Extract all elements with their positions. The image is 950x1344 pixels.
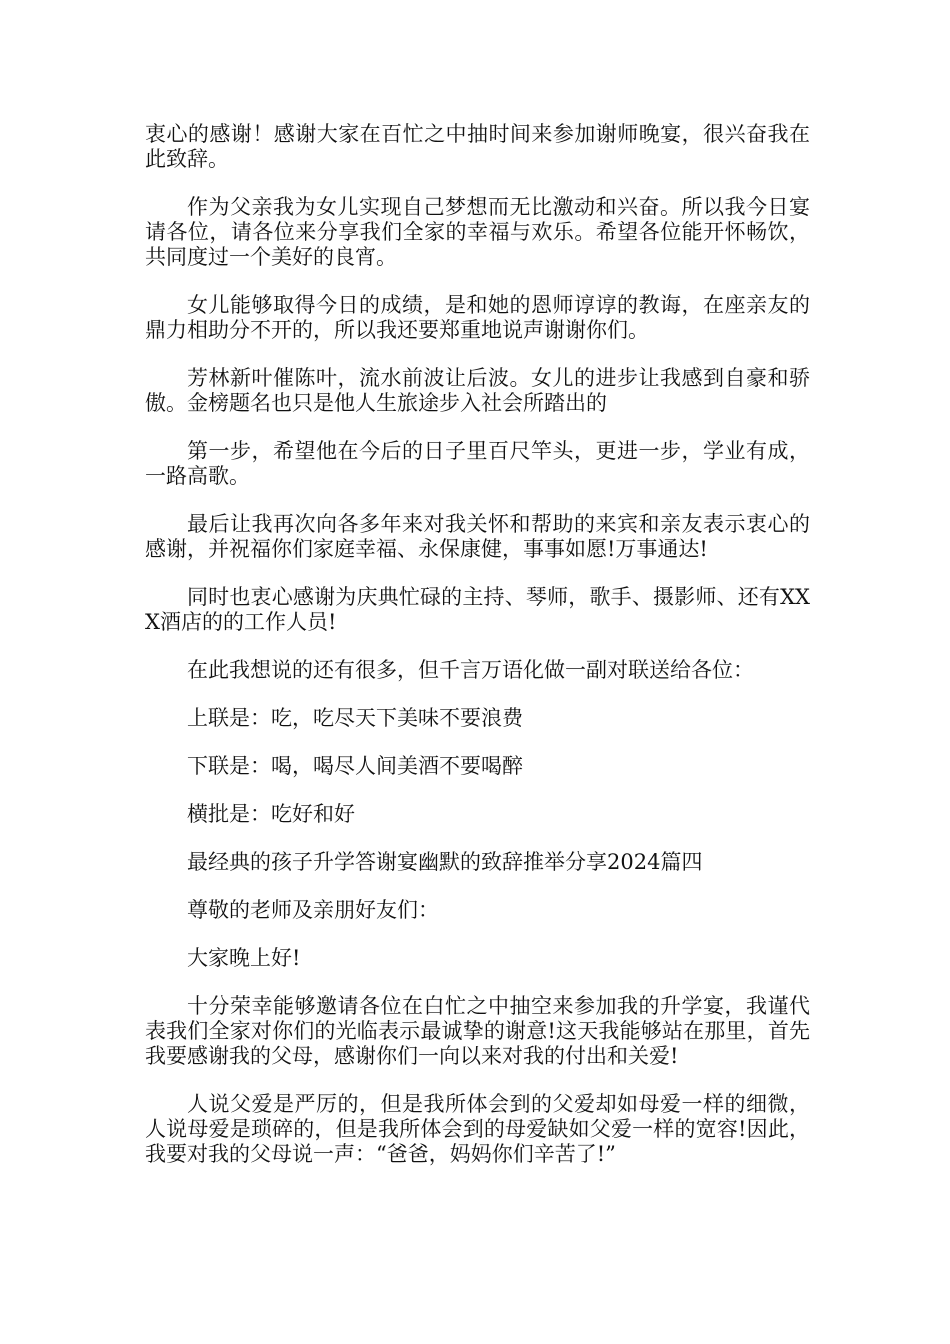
paragraph: 最后让我再次向各多年来对我关怀和帮助的来宾和亲友表示衷心的感谢，并祝福你们家庭幸福、永保康健，事事如愿!万事通达! (145, 512, 810, 561)
paragraph: 在此我想说的还有很多，但千言万语化做一副对联送给各位： (187, 658, 754, 682)
section-heading: 最经典的孩子升学答谢宴幽默的致辞推举分享2024篇四 (187, 850, 703, 874)
paragraph: 同时也衷心感谢为庆典忙碌的主持、琴师，歌手、摄影师、还有XXX酒店的的工作人员! (145, 585, 810, 634)
paragraph: 第一步，希望他在今后的日子里百尺竿头，更进一步，学业有成，一路高歌。 (145, 439, 810, 488)
couplet-upper-line: 上联是：吃，吃尽天下美味不要浪费 (187, 706, 523, 730)
paragraph: 衷心的感谢！感谢大家在百忙之中抽时间来参加谢师晚宴，很兴奋我在此致辞。 (145, 122, 810, 171)
salutation: 尊敬的老师及亲朋好友们： (187, 898, 439, 922)
greeting: 大家晚上好! (187, 946, 301, 970)
paragraph: 芳林新叶催陈叶，流水前波让后波。女儿的进步让我感到自豪和骄傲。金榜题名也只是他人生旅途步入社会所踏出的 (145, 366, 810, 415)
paragraph: 人说父爱是严厉的，但是我所体会到的父爱却如母爱一样的细微，人说母爱是琐碎的，但是我所体会到的母爱缺如父爱一样的宽容!因此，我要对我的父母说一声：“爸爸，妈妈你们辛苦了!” (145, 1092, 810, 1166)
document-body (145, 122, 810, 1190)
paragraph: 作为父亲我为女儿实现自己梦想而无比激动和兴奋。所以我今日宴请各位，请各位来分享我们全家的幸福与欢乐。希望各位能开怀畅饮，共同度过一个美好的良宵。 (145, 195, 810, 269)
paragraph: 十分荣幸能够邀请各位在白忙之中抽空来参加我的升学宴，我谨代表我们全家对你们的光临表示最诚挚的谢意!这天我能够站在那里，首先我要感谢我的父母，感谢你们一向以来对我的付出和关爱! (145, 994, 810, 1068)
couplet-horizontal-scroll: 横批是：吃好和好 (187, 802, 355, 826)
paragraph: 女儿能够取得今日的成绩，是和她的恩师谆谆的教诲，在座亲友的鼎力相助分不开的，所以我还要郑重地说声谢谢你们。 (145, 293, 810, 342)
couplet-lower-line: 下联是：喝，喝尽人间美酒不要喝醉 (187, 754, 523, 778)
